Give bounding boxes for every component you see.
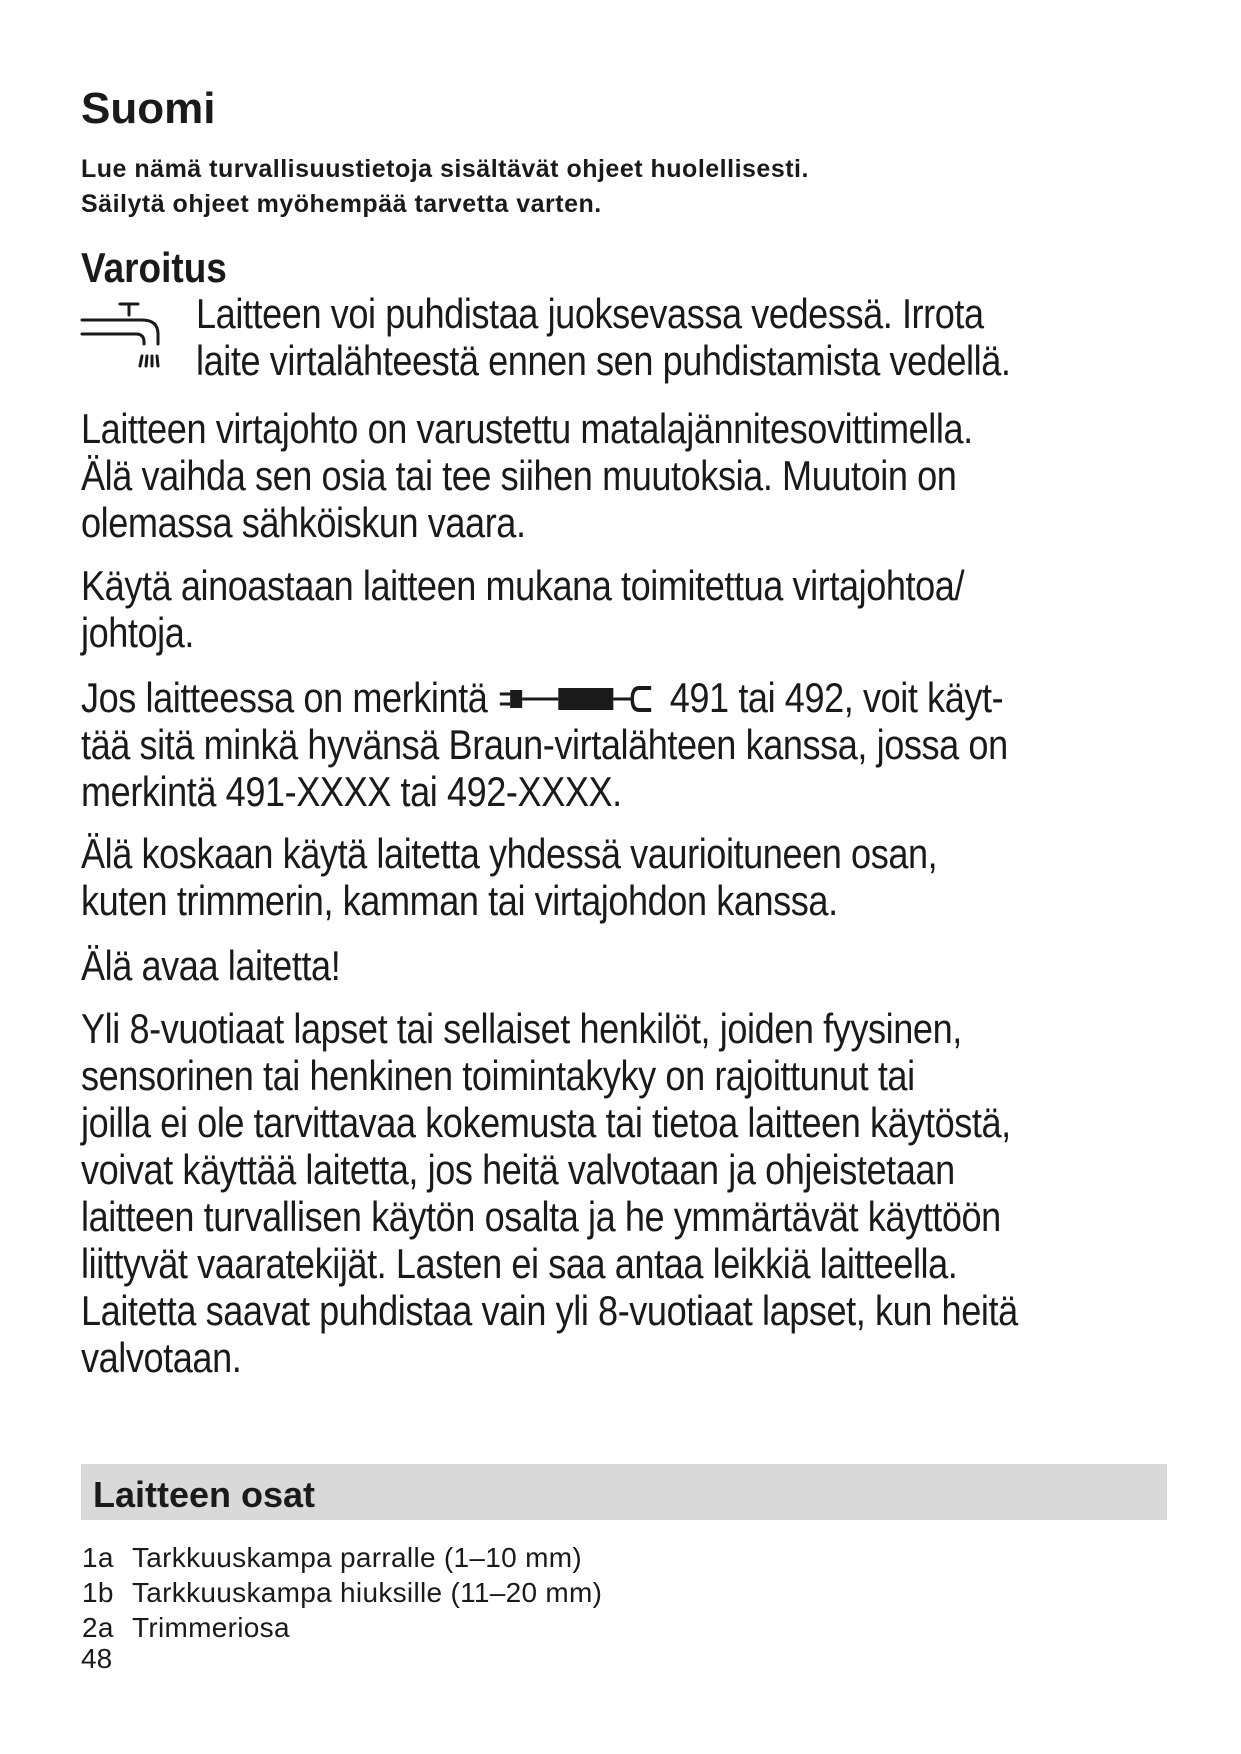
paragraph-line: voivat käyttää laitetta, jos heitä valvotaan ja ohjeistetaan [81, 1146, 955, 1193]
tap-warning-line: Laitteen voi puhdistaa juoksevassa vedessä. Irrota [196, 290, 984, 337]
page-number: 48 [81, 1643, 113, 1674]
paragraph-text: Jos laitteessa on merkintä [81, 674, 488, 721]
language-title: Suomi [81, 84, 216, 133]
part-code: 1a [82, 1542, 114, 1573]
list-item [82, 1575, 602, 1610]
paragraph-line: sensorinen tai henkinen toimintakyky on rajoittunut tai [81, 1052, 915, 1099]
parts-section-title: Laitteen osat [93, 1474, 316, 1515]
tap-warning-line: laite virtalähteestä ennen sen puhdistamista vedellä. [196, 337, 1011, 384]
paragraph-line [81, 674, 1008, 721]
parts-list [82, 1540, 602, 1645]
paragraph-line: tää sitä minkä hyvänsä Braun-virtalähteen kanssa, jossa on [81, 721, 1008, 768]
warning-title: Varoitus [81, 244, 227, 291]
part-label: Tarkkuuskampa parralle (1–10 mm) [132, 1542, 582, 1573]
paragraph-line: johtoja. [81, 609, 195, 656]
paragraph-cords [81, 562, 964, 656]
paragraph-line: Käytä ainoastaan laitteen mukana toimitettua virtajohtoa/ [81, 562, 965, 609]
water-tap-icon [80, 300, 172, 380]
paragraph-line: olemassa sähköiskun vaara. [81, 499, 526, 546]
paragraph-adapter [81, 405, 973, 546]
list-item [82, 1610, 602, 1645]
parts-section-header [81, 1464, 1167, 1520]
intro-line: Lue nämä turvallisuustietoja sisältävät ohjeet huolellisesti. [81, 155, 809, 183]
paragraph-line: valvotaan. [81, 1334, 242, 1381]
paragraph-do-not-open [81, 942, 340, 989]
paragraph-braun-supply [81, 674, 1008, 815]
paragraph-line: laitteen turvallisen käytön osalta ja he ymmärtävät käyttöön [81, 1193, 1001, 1240]
paragraph-children [81, 1005, 1018, 1381]
part-code: 2a [82, 1612, 114, 1643]
paragraph-line: kuten trimmerin, kamman tai virtajohdon kanssa. [81, 877, 838, 924]
paragraph-line: Laitteen virtajohto on varustettu matalajännitesovittimella. [81, 405, 973, 452]
tap-warning-text [196, 290, 1011, 384]
intro-line: Säilytä ohjeet myöhempää tarvetta varten. [81, 190, 602, 218]
paragraph-line: merkintä 491-XXXX tai 492-XXXX. [81, 768, 622, 815]
paragraph-line: Älä avaa laitetta! [81, 942, 341, 989]
paragraph-line: Yli 8-vuotiaat lapset tai sellaiset henkilöt, joiden fyysinen, [81, 1005, 962, 1052]
paragraph-text: 491 tai 492, voit käyt- [669, 674, 1004, 721]
intro-instructions [81, 152, 809, 222]
paragraph-line: Älä vaihda sen osia tai tee siihen muutoksia. Muutoin on [81, 452, 957, 499]
paragraph-line: liittyvät vaaratekijät. Lasten ei saa antaa leikkiä laitteella. [81, 1240, 958, 1287]
part-code: 1b [82, 1577, 114, 1608]
part-label: Tarkkuuskampa hiuksille (11–20 mm) [132, 1577, 603, 1608]
list-item [82, 1540, 602, 1575]
power-plug-adapter-icon [498, 682, 661, 716]
paragraph-line: joilla ei ole tarvittavaa kokemusta tai tietoa laitteen käytöstä, [81, 1099, 1011, 1146]
paragraph-damaged-parts [81, 830, 937, 924]
paragraph-line: Älä koskaan käytä laitetta yhdessä vaurioituneen osan, [81, 830, 938, 877]
paragraph-line: Laitetta saavat puhdistaa vain yli 8-vuotiaat lapset, kun heitä [81, 1287, 1018, 1334]
part-label: Trimmeriosa [132, 1612, 290, 1643]
